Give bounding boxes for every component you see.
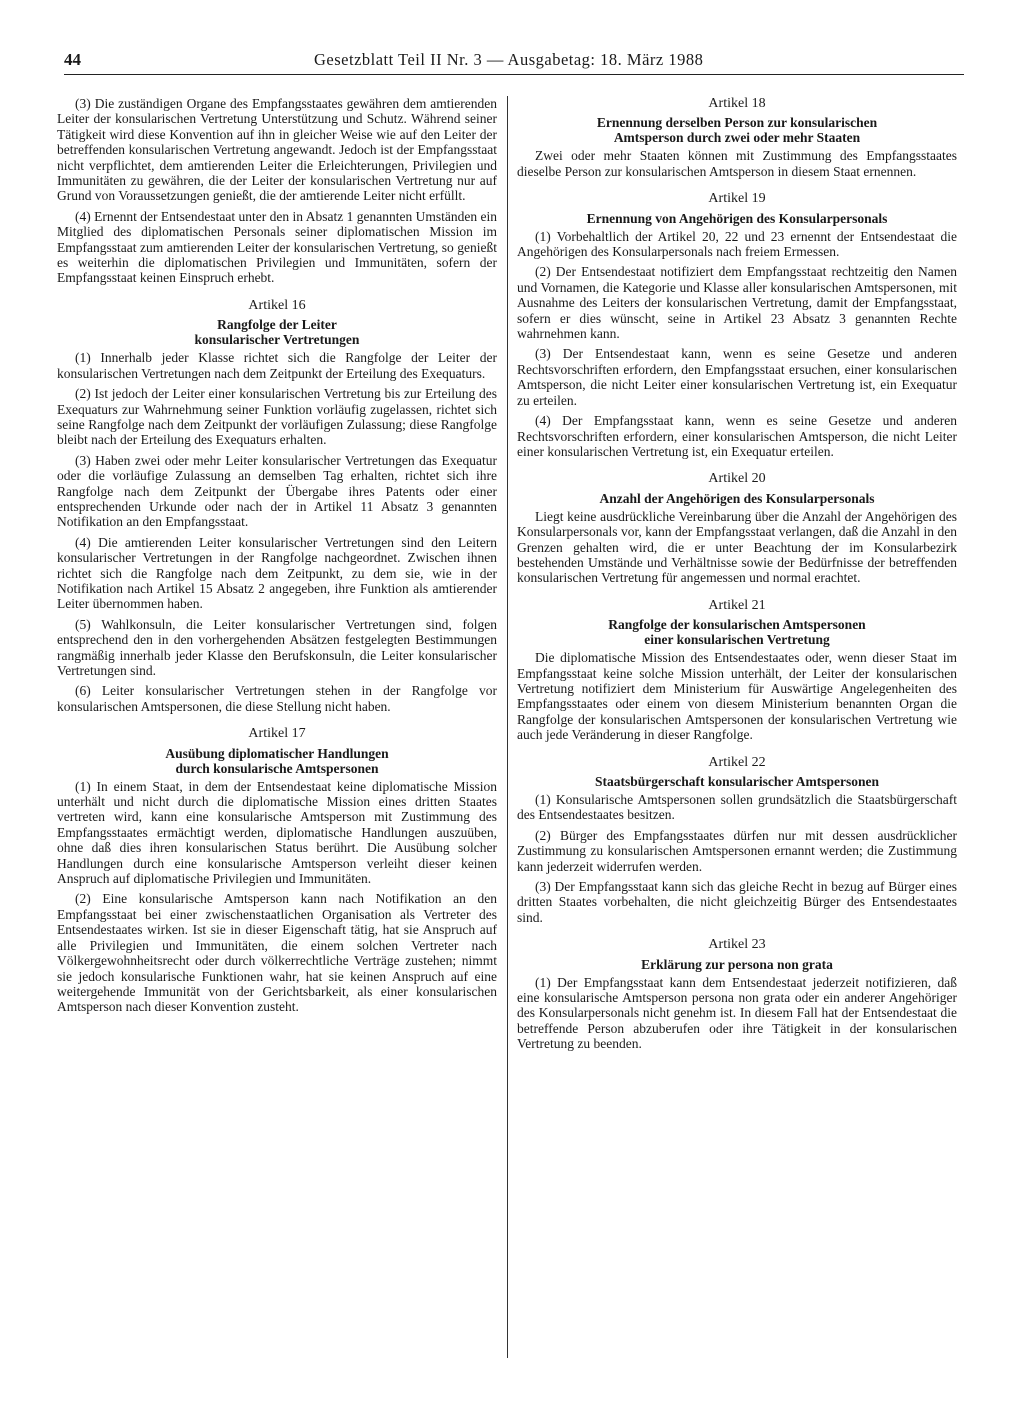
article-title-line: durch konsularische Amtspersonen: [175, 760, 379, 776]
article-title-line: Rangfolge der konsularischen Amtspersonen: [608, 617, 866, 633]
paragraph: (3) Der Entsendestaat kann, wenn es seine Gesetze und anderen Rechtsvorschriften erfordern, den Empfangsstaat ersuchen, einer konsularischen Amtsperson, die nicht Leiter einer konsularischen Vertretung ist, ein Exequatur zu erteilen.: [517, 346, 957, 408]
paragraph: Liegt keine ausdrückliche Vereinbarung über die Anzahl der Angehörigen des Konsularpersonals vor, kann der Empfangsstaat verlangen, daß die Anzahl in den Grenzen gehalten wird, die er unter Beachtung der im Konsularbezirk bestehenden Umstände und Verhältnisse sowie der Bedürfnisse der betreffenden konsularischen Vertretung für angemessen und normal erachtet.: [517, 508, 957, 586]
paragraph: (3) Der Empfangsstaat kann sich das gleiche Recht in bezug auf Bürger eines dritten Staates vorbehalten, die nicht gleichzeitig Bürger des Entsendestaates sind.: [517, 879, 957, 925]
paragraph: (2) Bürger des Empfangsstaates dürfen nur mit dessen ausdrücklicher Zustimmung zu konsularischen Amtspersonen ernannt werden; die Zustimmung kann jederzeit widerrufen werden.: [517, 827, 957, 874]
article-number: Artikel 21: [708, 597, 766, 613]
article-number: Artikel 18: [708, 96, 766, 111]
paragraph: (4) Die amtierenden Leiter konsularischer Vertretungen sind den Leitern konsularischer Vertretungen in der Rangfolge nachgeordnet. Zwischen ihnen richtet sich die Rangfolge nach dem Zeitpunkt, zu dem sie, wie in der Notifikation nach Artikel 15 Absatz 2 angegeben, ihre Funktion als amtierender Leiter übernommen haben.: [57, 534, 497, 612]
paragraph: (1) Der Empfangsstaat kann dem Entsendestaat jederzeit notifizieren, daß eine konsularische Amtsperson persona non grata oder ein anderer Angehöriger des Konsularpersonals nicht genehm ist. In diesem Fall hat der Entsendestaat die betreffende Person abzuberufen oder ihre Tätigkeit in der konsularischen Vertretung zu beenden.: [517, 974, 957, 1052]
paragraph: (1) In einem Staat, in dem der Entsendestaat keine diplomatische Mission unterhält und nicht durch die diplomatische Mission eines dritten Staates vertreten wird, kann eine konsularische Amtsperson mit Zustimmung des Empfangsstaates ermächtigt werden, diplomatische Handlungen auszuüben, ohne daß dies ihren konsularischen Status berührt. Die Ausübung solcher Handlungen durch eine konsularische Amtsperson verleiht dieser keinen Anspruch auf diplomatische Privilegien und Immunitäten.: [57, 778, 497, 887]
paragraph: (1) Innerhalb jeder Klasse richtet sich die Rangfolge der Leiter der konsularischen Vertretungen nach dem Zeitpunkt der Erteilung des Exequaturs.: [57, 350, 497, 381]
left-column: [57, 96, 497, 1020]
article-title-line: Ernennung derselben Person zur konsularischen: [596, 115, 878, 131]
article-title: Staatsbürgerschaft konsularischer Amtspersonen: [594, 774, 879, 789]
article-number: Artikel 17: [248, 726, 306, 742]
right-column: [517, 96, 957, 1057]
article-title-line: Ausübung diplomatischer Handlungen: [165, 745, 389, 761]
article-title: [57, 317, 497, 347]
article-number: Artikel 19: [708, 191, 766, 207]
paragraph: (6) Leiter konsularischer Vertretungen stehen in der Rangfolge vor konsularischen Amtspersonen, die diese Stellung nicht haben.: [57, 683, 497, 714]
running-title: Gesetzblatt Teil II Nr. 3 — Ausgabetag: 18. März 1988: [314, 50, 704, 69]
article-title: Erklärung zur persona non grata: [641, 956, 833, 972]
paragraph: (4) Ernennt der Entsendestaat unter den in Absatz 1 genannten Umständen ein Mitglied des diplomatischen Personals seiner diplomatischen Mission im Empfangsstaat zum amtierenden Leiter der konsularischen Vertretung, so genießt es weiterhin die diplomatischen Privilegien und Immunitäten, sofern der Empfangsstaat keinen Einspruch erhebt.: [57, 208, 497, 286]
paragraph: (2) Ist jedoch der Leiter einer konsularischen Vertretung bis zur Erteilung des Exequaturs zur Wahrnehmung seiner Funktion vorläufig zugelassen, richtet sich seine Rangfolge nach dem Zeitpunkt der vorläufigen Zulassung; diese Rangfolge bleibt nach der Erteilung des Exequaturs erhalten.: [57, 386, 497, 448]
paragraph: Zwei oder mehr Staaten können mit Zustimmung des Empfangsstaates dieselbe Person zur konsularischen Amtsperson in diesem Staat ernennen.: [517, 148, 957, 179]
article-title: [517, 115, 957, 145]
paragraph: (1) Konsularische Amtspersonen sollen grundsätzlich die Staatsbürgerschaft des Entsendestaates besitzen.: [517, 792, 957, 823]
article-number: Artikel 20: [708, 471, 766, 487]
article-number: Artikel 23: [708, 937, 766, 953]
column-divider: [507, 96, 508, 1358]
page-number: 44: [64, 50, 81, 69]
paragraph: (2) Der Entsendestaat notifiziert dem Empfangsstaat rechtzeitig den Namen und Vornamen, die Kategorie und Klasse aller konsularischen Amtspersonen, mit Ausnahme des Leiters der konsularischen Vertretung, damit der Empfangsstaat, sofern er dies wünscht, seine in Artikel 23 Absatz 3 genannten Rechte wahrnehmen kann.: [517, 264, 957, 342]
paragraph: (3) Haben zwei oder mehr Leiter konsularischer Vertretungen das Exequatur oder die vorläufige Zulassung an demselben Tag erhalten, richtet sich ihre Rangfolge nach dem Zeitpunkt der Übergabe ihres Patents oder einer entsprechenden Urkunde oder nach der in Artikel 11 Absatz 3 genannten Notifikation an den Empfangsstaat.: [57, 452, 497, 530]
paragraph: (4) Der Empfangsstaat kann, wenn es seine Gesetze und anderen Rechtsvorschriften erfordern, einer konsularischen Amtsperson, die nicht Leiter einer konsularischen Vertretung ist, ein Exequatur erteilen.: [517, 413, 957, 459]
paragraph: (3) Die zuständigen Organe des Empfangsstaates gewähren dem amtierenden Leiter der konsularischen Vertretung Unterstützung und Schutz. Während seiner Tätigkeit wird diese Konvention auf ihn in gleicher Weise wie auf den Leiter der betreffenden konsularischen Vertretung angewandt. Jedoch ist der Empfangsstaat nicht verpflichtet, dem amtierenden Leiter die Erleichterungen, Privilegien und Immunitäten zu gewähren, die der Leiter der konsularischen Vertretung nur auf Grund von Voraussetzungen genießt, die der amtierende Leiter nicht erfüllt.: [57, 96, 497, 204]
paragraph: Die diplomatische Mission des Entsendestaates oder, wenn dieser Staat im Empfangsstaat keine solche Mission unterhält, der Leiter der konsularischen Vertretung notifiziert dem Ministerium für Auswärtige Angelegenheiten des Empfangsstaates oder einem von diesem Ministerium benannten Organ die Rangfolge der konsularischen Amtspersonen der konsularischen Vertretung wie auch jede Veränderung in dieser Rangfolge.: [517, 650, 957, 743]
article-number: Artikel 16: [248, 297, 306, 313]
page-header: [64, 50, 964, 76]
paragraph: (1) Vorbehaltlich der Artikel 20, 22 und 23 ernennt der Entsendestaat die Angehörigen des Konsularpersonals nach freiem Ermessen.: [517, 228, 957, 260]
article-title: [517, 617, 957, 647]
header-rule: [64, 74, 964, 75]
article-title: Ernennung von Angehörigen des Konsularpersonals: [586, 210, 888, 226]
article-title-line: einer konsularischen Vertretung: [644, 632, 830, 648]
paragraph: (2) Eine konsularische Amtsperson kann nach Notifikation an den Empfangsstaat bei einer zwischenstaatlichen Organisation als Vertreter des Entsendestaates wirken. Ist sie in dieser Eigenschaft tätig, hat sie Anspruch auf alle Privilegien und Immunitäten, die einem solchen Vertreter nach Völkergewohnheitsrecht oder durch völkerrechtliche Verträge zustehen; nimmt sie jedoch konsularische Funktionen wahr, hat sie keinen Anspruch auf eine weitergehende Immunität von der Gerichtsbarkeit, als einer konsularischen Amtsperson nach dieser Konvention zusteht.: [57, 891, 497, 1015]
article-title-line: konsularischer Vertretungen: [194, 332, 360, 348]
article-title-line: Rangfolge der Leiter: [217, 317, 337, 333]
article-title: [57, 746, 497, 776]
article-title: Anzahl der Angehörigen des Konsularpersonals: [599, 490, 875, 506]
article-title-line: Amtsperson durch zwei oder mehr Staaten: [613, 130, 861, 146]
paragraph: (5) Wahlkonsuln, die Leiter konsularischer Vertretungen sind, folgen entsprechend den in den vorhergehenden Absätzen festgelegten Bestimmungen rangmäßig innerhalb jeder Klasse den Berufskonsuln, die Leiter konsularischer Vertretungen sind.: [57, 616, 497, 678]
article-number: Artikel 22: [708, 754, 766, 770]
